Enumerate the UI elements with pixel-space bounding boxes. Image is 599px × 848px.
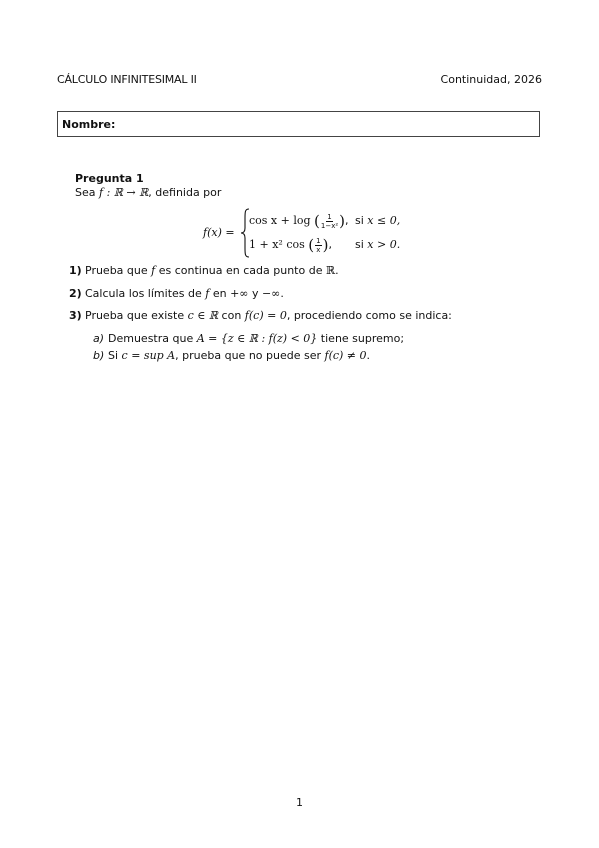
- sub-item-a: a) Demuestra que A = {z ∈ ℝ : f(z) < 0} tiene supremo;: [93, 332, 405, 345]
- sub-item-b: b) Si c = sup A, prueba que no puede ser f(c) ≠ 0.: [93, 349, 371, 362]
- intro-prefix: Sea: [75, 186, 99, 199]
- question-intro: [75, 186, 221, 199]
- page-number: 1: [296, 796, 303, 809]
- course-title: CÁLCULO INFINITESIMAL II: [57, 73, 197, 86]
- name-label: Nombre:: [62, 118, 116, 131]
- list-item-3: 3) Prueba que existe c ∈ ℝ con f(c) = 0, procediendo como se indica:: [69, 309, 452, 322]
- piecewise-definition: [203, 208, 423, 258]
- case-2-condition: si x > 0.: [355, 238, 401, 251]
- name-field-box[interactable]: [57, 111, 540, 137]
- case-2-fraction: $\frac{1}{x}$: [316, 236, 321, 254]
- case-1-condition: si x ≤ 0,: [355, 214, 401, 227]
- case-1-fraction: $\frac{1}{\text{1−x²}}$: [320, 212, 339, 230]
- case-2-expression: 1 + x² cos ( $\frac{1}{x}$ ),: [249, 236, 332, 254]
- case-1-expression: cos x + log ( $\frac{1}{\text{1−x²}}$ ),: [249, 212, 349, 230]
- question-title: Pregunta 1: [75, 172, 144, 185]
- list-item-1: 1) Prueba que f es continua en cada punto de ℝ.: [69, 264, 339, 277]
- intro-suffix: , definida por: [148, 186, 222, 199]
- topic-date: Continuidad, 2026: [440, 73, 542, 86]
- intro-math: f : ℝ → ℝ: [99, 186, 149, 199]
- list-item-2: 2) Calcula los límites de f en +∞ y −∞.: [69, 287, 284, 300]
- definition-lhs: f(x) =: [203, 226, 235, 239]
- page-header: [57, 73, 542, 89]
